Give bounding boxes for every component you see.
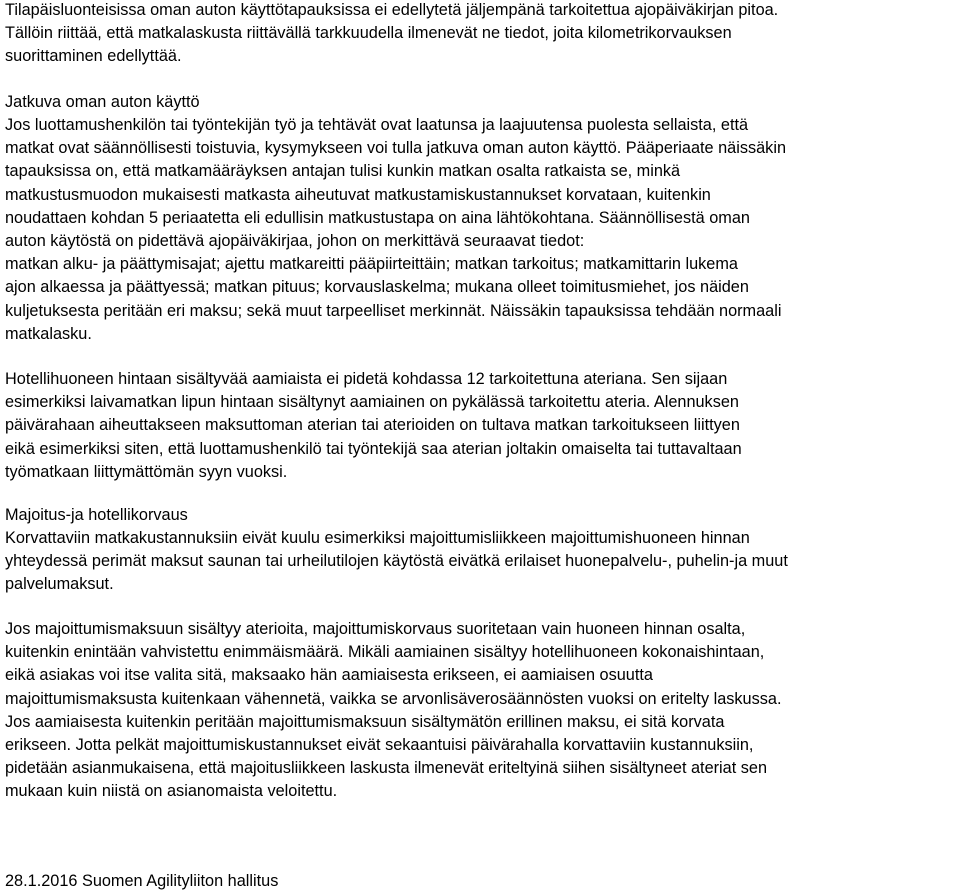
footer-signature: 28.1.2016 Suomen Agilityliiton hallitus bbox=[5, 872, 279, 890]
hotel-breakfast-paragraph: Hotellihuoneen hintaan sisältyvää aamiaista ei pidetä kohdassa 12 tarkoitettuna ateriana. Sen sijaan esimerkiksi laivamatkan lipun hintaan sisältynyt aamiainen on pykälässä tarkoitettu ateria. Alennuksen päivärahaan aiheuttakseen maksuttoman aterian tai aterioiden on tultava matkan tarkoitukseen liittyen eikä esimerkiksi siten, että luottamushenkilö tai työntekijä saa aterian joltakin omaiselta tai tuttavaltaan työmatkaan liittymättömän syyn vuoksi. bbox=[5, 370, 742, 481]
continuous-car-use-paragraph: Jos luottamushenkilön tai työntekijän työ ja tehtävät ovat laatunsa ja laajuutensa puolesta sellaista, että matkat ovat säännöllisesti toistuvia, kysymykseen voi tulla jatkuva oman auton käyttö. Pääperiaate näissäkin tapauksissa on, että matkamääräyksen antajan tulisi kunkin matkan osalta ratkaista se, minkä matkustusmuodon mukaisesti matkasta aiheutuvat matkustamiskustannukset korvataan, kuitenkin noudattaen kohdan 5 periaatetta eli edullisin matkustustapa on aina lähtökohtana. Säännöllisestä oman auton käytöstä on pidettävä ajopäiväkirjaa, johon on merkittävä seuraavat tiedot: matkan alku- ja päättymisajat; ajettu matkareitti pääpiirteittäin; matkan tarkoitus; matkamittarin lukema ajon alkaessa ja päättyessä; matkan pituus; korvauslaskelma; mukana olleet toimitusmiehet, jos näiden kuljetuksesta peritään eri maksu; sekä muut tarpeelliset merkinnät. Näissäkin tapauksissa tehdään normaali matkalasku. bbox=[5, 116, 786, 343]
section-heading-continuous-car-use: Jatkuva oman auton käyttö bbox=[5, 93, 200, 111]
meals-in-accommodation-paragraph: Jos majoittumismaksuun sisältyy aterioita, majoittumiskorvaus suoritetaan vain huoneen hinnan osalta, kuitenkin enintään vahvistettu enimmäismäärä. Mikäli aamiainen sisältyy hotellihuoneen kokonaishintaan, eikä asiakas voi itse valita sitä, maksaako hän aamiaisesta erikseen, ei aamiaisen osuutta majoittumismaksusta kuitenkaan vähennetä, vaikka se arvonlisäverosäännösten vuoksi on eritelty laskussa. Jos aamiaisesta kuitenkin peritään majoittumismaksuun sisältymätön erillinen maksu, ei sitä korvata erikseen. Jotta pelkät majoittumiskustannukset eivät sekaantuisi päivärahalla korvattaviin kustannuksiin, pidetään asianmukaisena, että majoitusliikkeen laskusta ilmenevät eriteltyinä siihen sisältyneet ateriat sen mukaan kuin niistä on asianomaista veloitettu. bbox=[5, 620, 782, 801]
intro-paragraph: Tilapäisluonteisissa oman auton käyttötapauksissa ei edellytetä jäljempänä tarkoitettua ajopäiväkirjan pitoa. Tällöin riittää, että matkalaskusta riittävällä tarkkuudella ilmenevät ne tiedot, joita kilometrikorvauksen suorittaminen edellyttää. bbox=[5, 1, 779, 66]
section-heading-accommodation: Majoitus-ja hotellikorvaus bbox=[5, 506, 188, 524]
accommodation-paragraph: Korvattaviin matkakustannuksiin eivät kuulu esimerkiksi majoittumisliikkeen majoittumishuoneen hinnan yhteydessä perimät maksut saunan tai urheilutilojen käytöstä eivätkä erilaiset huonepalvelu-, puhelin-ja muut palvelumaksut. bbox=[5, 529, 788, 594]
